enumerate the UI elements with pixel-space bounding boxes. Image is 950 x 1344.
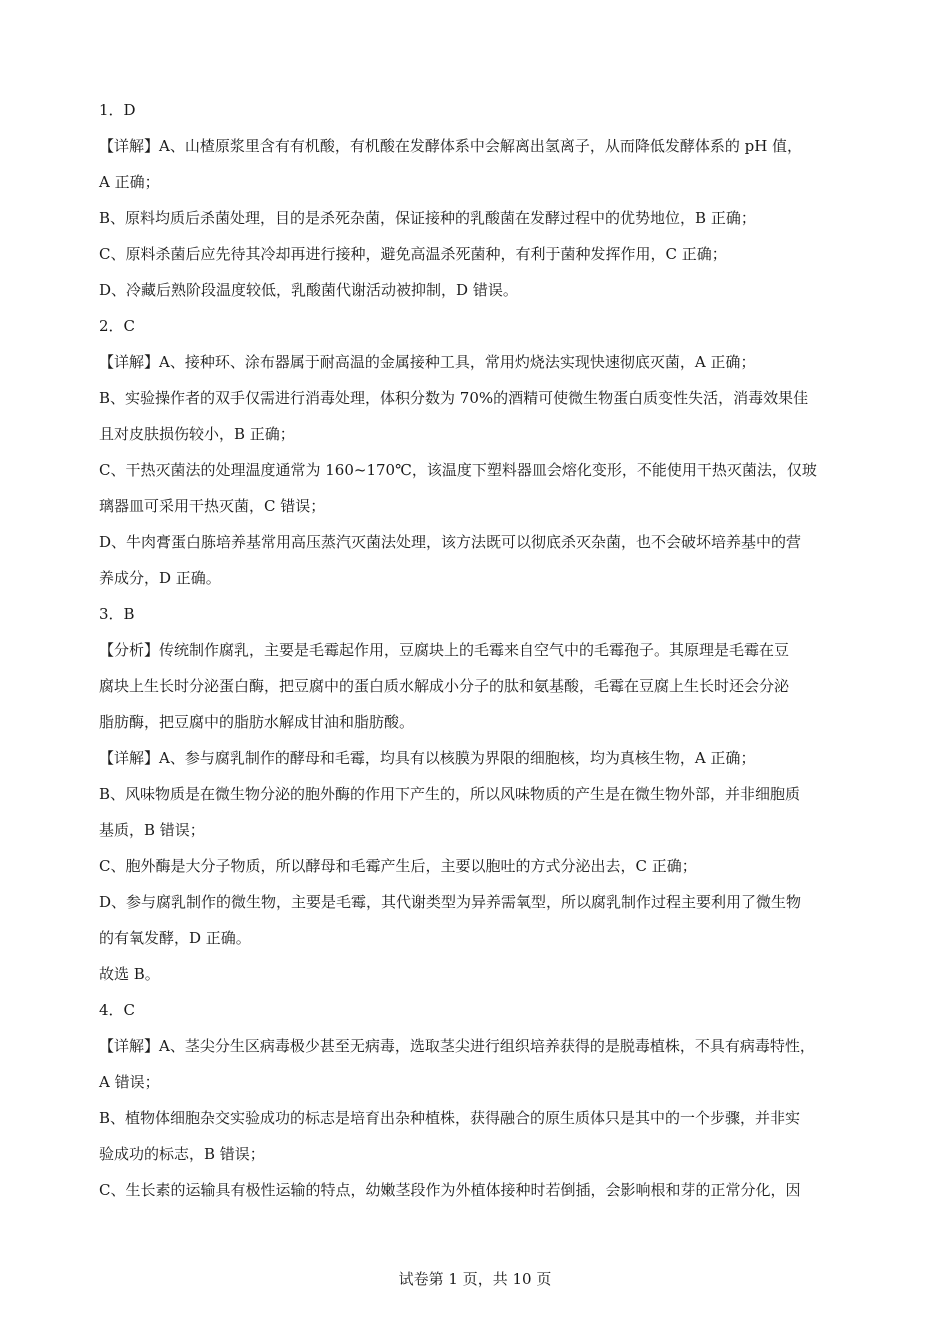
explanation-line: B、原料均质后杀菌处理，目的是杀死杂菌，保证接种的乳酸菌在发酵过程中的优势地位，B 正确； (99, 209, 756, 227)
explanation-line: 养成分，D 正确。 (99, 569, 221, 587)
answer-number: 2．C (99, 317, 136, 335)
explanation-line: 【详解】A、茎尖分生区病毒极少甚至无病毒，选取茎尖进行组织培养获得的是脱毒植株，不具有病毒特性， (99, 1037, 815, 1055)
explanation-line: 故选 B。 (99, 965, 160, 983)
explanation-line: 【详解】A、接种环、涂布器属于耐高温的金属接种工具，常用灼烧法实现快速彻底灭菌，A 正确； (99, 353, 756, 371)
explanation-line: C、干热灭菌法的处理温度通常为 160~170℃，该温度下塑料器皿会熔化变形，不能使用干热灭菌法，仅玻 (99, 461, 817, 479)
explanation-line: C、胞外酶是大分子物质，所以酵母和毛霉产生后，主要以胞吐的方式分泌出去，C 正确； (99, 857, 697, 875)
explanation-line: C、原料杀菌后应先待其冷却再进行接种，避免高温杀死菌种，有利于菌种发挥作用，C 正确； (99, 245, 727, 263)
explanation-line: A 正确； (99, 173, 160, 191)
explanation-line: A 错误； (99, 1073, 160, 1091)
analysis-line: 腐块上生长时分泌蛋白酶，把豆腐中的蛋白质水解成小分子的肽和氨基酸，毛霉在豆腐上生长时还会分泌 (99, 677, 790, 695)
answer-number: 3．B (99, 605, 135, 623)
explanation-line: 且对皮肤损伤较小，B 正确； (99, 425, 295, 443)
explanation-line: 【详解】A、参与腐乳制作的酵母和毛霉，均具有以核膜为界限的细胞核，均为真核生物，A 正确； (99, 749, 756, 767)
explanation-line: 【详解】A、山楂原浆里含有有机酸，有机酸在发酵体系中会解离出氢离子，从而降低发酵体系的 pH 值， (99, 137, 803, 155)
explanation-line: 璃器皿可采用干热灭菌，C 错误； (99, 497, 326, 515)
answer-number: 1．D (99, 101, 136, 119)
explanation-line: 基质，B 错误； (99, 821, 205, 839)
answer-number: 4．C (99, 1001, 136, 1019)
page-footer: 试卷第 1 页，共 10 页 (398, 1270, 552, 1288)
analysis-line: 【分析】传统制作腐乳，主要是毛霉起作用，豆腐块上的毛霉来自空气中的毛霉孢子。其原理是毛霉在豆 (99, 641, 790, 659)
analysis-line: 脂肪酶，把豆腐中的脂肪水解成甘油和脂肪酸。 (99, 713, 415, 731)
explanation-line: C、生长素的运输具有极性运输的特点，幼嫩茎段作为外植体接种时若倒插，会影响根和芽的正常分化，因 (99, 1181, 801, 1199)
explanation-line: B、风味物质是在微生物分泌的胞外酶的作用下产生的，所以风味物质的产生是在微生物外部，并非细胞质 (99, 785, 801, 803)
explanation-line: 验成功的标志，B 错误； (99, 1145, 265, 1163)
explanation-line: B、实验操作者的双手仅需进行消毒处理，体积分数为 70%的酒精可使微生物蛋白质变性失活，消毒效果佳 (99, 389, 809, 407)
explanation-line: D、参与腐乳制作的微生物，主要是毛霉，其代谢类型为异养需氧型，所以腐乳制作过程主要利用了微生物 (99, 893, 802, 911)
explanation-line: 的有氧发酵，D 正确。 (99, 929, 251, 947)
document-body (99, 92, 864, 1208)
explanation-line: D、冷藏后熟阶段温度较低，乳酸菌代谢活动被抑制，D 错误。 (99, 281, 518, 299)
explanation-line: D、牛肉膏蛋白胨培养基常用高压蒸汽灭菌法处理，该方法既可以彻底杀灭杂菌，也不会破坏培养基中的营 (99, 533, 802, 551)
explanation-line: B、植物体细胞杂交实验成功的标志是培育出杂种植株，获得融合的原生质体只是其中的一个步骤，并非实 (99, 1109, 801, 1127)
